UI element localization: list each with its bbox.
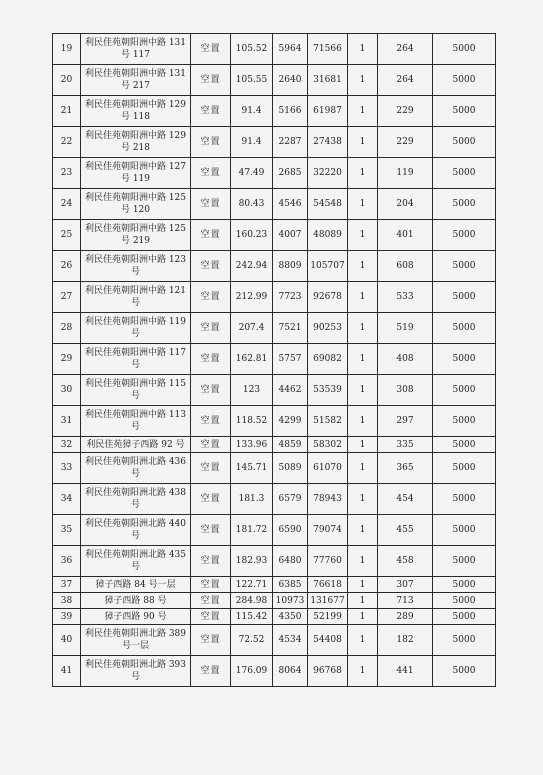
value1-cell: 5757 — [273, 344, 308, 375]
value2-cell: 90253 — [308, 313, 348, 344]
value1-cell: 5964 — [273, 34, 308, 65]
value1-cell: 7521 — [273, 313, 308, 344]
value2-cell: 61987 — [308, 96, 348, 127]
status-cell: 空置 — [191, 375, 231, 406]
value1-cell: 6579 — [273, 484, 308, 515]
address-cell: 獐子西路 88 号 — [81, 593, 191, 609]
table-row — [53, 251, 496, 282]
value4-cell: 455 — [378, 515, 433, 546]
value4-cell: 229 — [378, 96, 433, 127]
table-body — [53, 34, 496, 687]
row-number-cell: 30 — [53, 375, 81, 406]
value2-cell: 48089 — [308, 220, 348, 251]
address-cell: 獐子西路 84 号一层 — [81, 577, 191, 593]
address-cell: 利民佳苑朝阳洲中路 129 号 218 — [81, 127, 191, 158]
table-row — [53, 34, 496, 65]
value2-cell: 54548 — [308, 189, 348, 220]
table-row — [53, 65, 496, 96]
value4-cell: 533 — [378, 282, 433, 313]
area-cell: 181.3 — [231, 484, 273, 515]
address-cell: 利民佳苑朝阳洲中路 115 号 — [81, 375, 191, 406]
address-cell: 利民佳苑朝阳洲北路 389 号一层 — [81, 625, 191, 656]
value2-cell: 71566 — [308, 34, 348, 65]
table-row — [53, 313, 496, 344]
value5-cell: 5000 — [433, 546, 496, 577]
table-row — [53, 375, 496, 406]
table-row — [53, 484, 496, 515]
value4-cell: 408 — [378, 344, 433, 375]
count-cell: 1 — [348, 127, 378, 158]
value4-cell: 441 — [378, 656, 433, 687]
value1-cell: 5166 — [273, 96, 308, 127]
value2-cell: 53539 — [308, 375, 348, 406]
value5-cell: 5000 — [433, 282, 496, 313]
status-cell: 空置 — [191, 344, 231, 375]
value1-cell: 4299 — [273, 406, 308, 437]
table-row — [53, 609, 496, 625]
value4-cell: 713 — [378, 593, 433, 609]
area-cell: 176.09 — [231, 656, 273, 687]
value5-cell: 5000 — [433, 437, 496, 453]
row-number-cell: 35 — [53, 515, 81, 546]
count-cell: 1 — [348, 453, 378, 484]
value2-cell: 54408 — [308, 625, 348, 656]
row-number-cell: 29 — [53, 344, 81, 375]
status-cell: 空置 — [191, 127, 231, 158]
value4-cell: 119 — [378, 158, 433, 189]
address-cell: 利民佳苑朝阳洲中路 121 号 — [81, 282, 191, 313]
row-number-cell: 21 — [53, 96, 81, 127]
count-cell: 1 — [348, 313, 378, 344]
address-cell: 利民佳苑朝阳洲北路 438 号 — [81, 484, 191, 515]
status-cell: 空置 — [191, 96, 231, 127]
value5-cell: 5000 — [433, 609, 496, 625]
value5-cell: 5000 — [433, 158, 496, 189]
table-row — [53, 189, 496, 220]
table-row — [53, 96, 496, 127]
value5-cell: 5000 — [433, 593, 496, 609]
value1-cell: 4859 — [273, 437, 308, 453]
row-number-cell: 39 — [53, 609, 81, 625]
area-cell: 182.93 — [231, 546, 273, 577]
value4-cell: 264 — [378, 34, 433, 65]
count-cell: 1 — [348, 577, 378, 593]
count-cell: 1 — [348, 484, 378, 515]
value1-cell: 6590 — [273, 515, 308, 546]
value4-cell: 458 — [378, 546, 433, 577]
status-cell: 空置 — [191, 484, 231, 515]
table-row — [53, 344, 496, 375]
count-cell: 1 — [348, 656, 378, 687]
area-cell: 242.94 — [231, 251, 273, 282]
count-cell: 1 — [348, 65, 378, 96]
count-cell: 1 — [348, 625, 378, 656]
row-number-cell: 31 — [53, 406, 81, 437]
status-cell: 空置 — [191, 282, 231, 313]
status-cell: 空置 — [191, 34, 231, 65]
row-number-cell: 37 — [53, 577, 81, 593]
value5-cell: 5000 — [433, 127, 496, 158]
address-cell: 利民佳苑朝阳洲中路 129 号 118 — [81, 96, 191, 127]
area-cell: 115.42 — [231, 609, 273, 625]
value2-cell: 105707 — [308, 251, 348, 282]
address-cell: 利民佳苑朝阳洲中路 119 号 — [81, 313, 191, 344]
area-cell: 91.4 — [231, 127, 273, 158]
row-number-cell: 25 — [53, 220, 81, 251]
status-cell: 空置 — [191, 656, 231, 687]
table-row — [53, 127, 496, 158]
value5-cell: 5000 — [433, 656, 496, 687]
value5-cell: 5000 — [433, 220, 496, 251]
value4-cell: 229 — [378, 127, 433, 158]
value2-cell: 78943 — [308, 484, 348, 515]
value1-cell: 6480 — [273, 546, 308, 577]
status-cell: 空置 — [191, 453, 231, 484]
value2-cell: 79074 — [308, 515, 348, 546]
area-cell: 212.99 — [231, 282, 273, 313]
area-cell: 181.72 — [231, 515, 273, 546]
address-cell: 獐子西路 90 号 — [81, 609, 191, 625]
row-number-cell: 32 — [53, 437, 81, 453]
value1-cell: 7723 — [273, 282, 308, 313]
count-cell: 1 — [348, 251, 378, 282]
value5-cell: 5000 — [433, 406, 496, 437]
area-cell: 162.81 — [231, 344, 273, 375]
value1-cell: 4007 — [273, 220, 308, 251]
value1-cell: 10973 — [273, 593, 308, 609]
address-cell: 利民佳苑朝阳洲中路 113 号 — [81, 406, 191, 437]
value5-cell: 5000 — [433, 65, 496, 96]
value4-cell: 289 — [378, 609, 433, 625]
status-cell: 空置 — [191, 251, 231, 282]
value4-cell: 264 — [378, 65, 433, 96]
count-cell: 1 — [348, 344, 378, 375]
value4-cell: 204 — [378, 189, 433, 220]
area-cell: 160.23 — [231, 220, 273, 251]
address-cell: 利民佳苑獐子西路 92 号 — [81, 437, 191, 453]
row-number-cell: 24 — [53, 189, 81, 220]
area-cell: 145.71 — [231, 453, 273, 484]
address-cell: 利民佳苑朝阳洲中路 125 号 120 — [81, 189, 191, 220]
status-cell: 空置 — [191, 546, 231, 577]
table-row — [53, 515, 496, 546]
value5-cell: 5000 — [433, 577, 496, 593]
status-cell: 空置 — [191, 313, 231, 344]
area-cell: 80.43 — [231, 189, 273, 220]
table-row — [53, 577, 496, 593]
row-number-cell: 41 — [53, 656, 81, 687]
value2-cell: 32220 — [308, 158, 348, 189]
property-table — [52, 33, 496, 687]
address-cell: 利民佳苑朝阳洲北路 393 号 — [81, 656, 191, 687]
status-cell: 空置 — [191, 406, 231, 437]
status-cell: 空置 — [191, 609, 231, 625]
value5-cell: 5000 — [433, 96, 496, 127]
area-cell: 123 — [231, 375, 273, 406]
value4-cell: 335 — [378, 437, 433, 453]
value5-cell: 5000 — [433, 515, 496, 546]
value4-cell: 608 — [378, 251, 433, 282]
value4-cell: 519 — [378, 313, 433, 344]
table-row — [53, 158, 496, 189]
address-cell: 利民佳苑朝阳洲北路 435 号 — [81, 546, 191, 577]
table-row — [53, 406, 496, 437]
area-cell: 122.71 — [231, 577, 273, 593]
row-number-cell: 19 — [53, 34, 81, 65]
value5-cell: 5000 — [433, 344, 496, 375]
row-number-cell: 33 — [53, 453, 81, 484]
row-number-cell: 28 — [53, 313, 81, 344]
area-cell: 47.49 — [231, 158, 273, 189]
count-cell: 1 — [348, 220, 378, 251]
row-number-cell: 40 — [53, 625, 81, 656]
value4-cell: 308 — [378, 375, 433, 406]
value1-cell: 4462 — [273, 375, 308, 406]
count-cell: 1 — [348, 406, 378, 437]
row-number-cell: 36 — [53, 546, 81, 577]
status-cell: 空置 — [191, 189, 231, 220]
area-cell: 118.52 — [231, 406, 273, 437]
area-cell: 284.98 — [231, 593, 273, 609]
address-cell: 利民佳苑朝阳洲中路 131 号 217 — [81, 65, 191, 96]
value5-cell: 5000 — [433, 484, 496, 515]
area-cell: 133.96 — [231, 437, 273, 453]
count-cell: 1 — [348, 189, 378, 220]
table-row — [53, 546, 496, 577]
value5-cell: 5000 — [433, 251, 496, 282]
value5-cell: 5000 — [433, 375, 496, 406]
value4-cell: 365 — [378, 453, 433, 484]
value4-cell: 401 — [378, 220, 433, 251]
value4-cell: 307 — [378, 577, 433, 593]
count-cell: 1 — [348, 437, 378, 453]
status-cell: 空置 — [191, 65, 231, 96]
value1-cell: 5089 — [273, 453, 308, 484]
value2-cell: 31681 — [308, 65, 348, 96]
value2-cell: 51582 — [308, 406, 348, 437]
value2-cell: 69082 — [308, 344, 348, 375]
value1-cell: 2640 — [273, 65, 308, 96]
value2-cell: 52199 — [308, 609, 348, 625]
area-cell: 91.4 — [231, 96, 273, 127]
count-cell: 1 — [348, 375, 378, 406]
address-cell: 利民佳苑朝阳洲中路 127 号 119 — [81, 158, 191, 189]
value2-cell: 77760 — [308, 546, 348, 577]
table-row — [53, 437, 496, 453]
table-row — [53, 593, 496, 609]
value1-cell: 8064 — [273, 656, 308, 687]
row-number-cell: 23 — [53, 158, 81, 189]
status-cell: 空置 — [191, 625, 231, 656]
value2-cell: 76618 — [308, 577, 348, 593]
value4-cell: 454 — [378, 484, 433, 515]
value1-cell: 4350 — [273, 609, 308, 625]
count-cell: 1 — [348, 515, 378, 546]
value2-cell: 58302 — [308, 437, 348, 453]
value1-cell: 6385 — [273, 577, 308, 593]
status-cell: 空置 — [191, 437, 231, 453]
value4-cell: 182 — [378, 625, 433, 656]
table-row — [53, 625, 496, 656]
value2-cell: 92678 — [308, 282, 348, 313]
area-cell: 105.52 — [231, 34, 273, 65]
address-cell: 利民佳苑朝阳洲北路 440 号 — [81, 515, 191, 546]
status-cell: 空置 — [191, 577, 231, 593]
table-row — [53, 220, 496, 251]
status-cell: 空置 — [191, 158, 231, 189]
count-cell: 1 — [348, 609, 378, 625]
value5-cell: 5000 — [433, 189, 496, 220]
area-cell: 72.52 — [231, 625, 273, 656]
address-cell: 利民佳苑朝阳洲中路 117 号 — [81, 344, 191, 375]
table-row — [53, 453, 496, 484]
value5-cell: 5000 — [433, 313, 496, 344]
count-cell: 1 — [348, 158, 378, 189]
row-number-cell: 38 — [53, 593, 81, 609]
address-cell: 利民佳苑朝阳洲中路 131 号 117 — [81, 34, 191, 65]
value2-cell: 96768 — [308, 656, 348, 687]
value2-cell: 61070 — [308, 453, 348, 484]
value2-cell: 131677 — [308, 593, 348, 609]
value4-cell: 297 — [378, 406, 433, 437]
status-cell: 空置 — [191, 515, 231, 546]
count-cell: 1 — [348, 593, 378, 609]
status-cell: 空置 — [191, 593, 231, 609]
address-cell: 利民佳苑朝阳洲中路 123 号 — [81, 251, 191, 282]
count-cell: 1 — [348, 546, 378, 577]
area-cell: 207.4 — [231, 313, 273, 344]
row-number-cell: 26 — [53, 251, 81, 282]
count-cell: 1 — [348, 96, 378, 127]
row-number-cell: 27 — [53, 282, 81, 313]
count-cell: 1 — [348, 282, 378, 313]
address-cell: 利民佳苑朝阳洲北路 436 号 — [81, 453, 191, 484]
value5-cell: 5000 — [433, 625, 496, 656]
area-cell: 105.55 — [231, 65, 273, 96]
value5-cell: 5000 — [433, 34, 496, 65]
row-number-cell: 34 — [53, 484, 81, 515]
value2-cell: 27438 — [308, 127, 348, 158]
status-cell: 空置 — [191, 220, 231, 251]
row-number-cell: 22 — [53, 127, 81, 158]
row-number-cell: 20 — [53, 65, 81, 96]
value1-cell: 2685 — [273, 158, 308, 189]
value1-cell: 2287 — [273, 127, 308, 158]
count-cell: 1 — [348, 34, 378, 65]
table-row — [53, 656, 496, 687]
address-cell: 利民佳苑朝阳洲中路 125 号 219 — [81, 220, 191, 251]
value1-cell: 4546 — [273, 189, 308, 220]
value1-cell: 4534 — [273, 625, 308, 656]
table-row — [53, 282, 496, 313]
value5-cell: 5000 — [433, 453, 496, 484]
value1-cell: 8809 — [273, 251, 308, 282]
